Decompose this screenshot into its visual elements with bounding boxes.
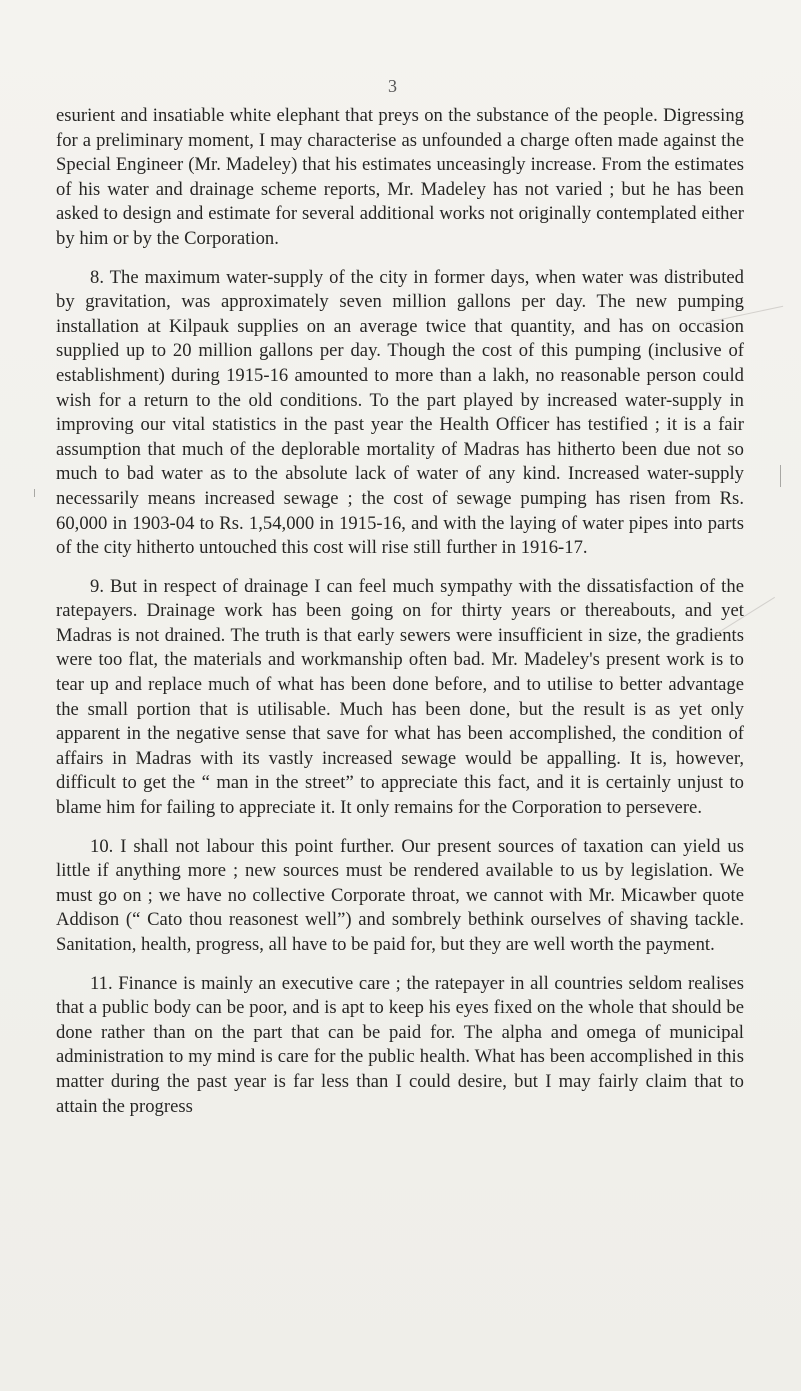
paragraph-11-finance: 11. Finance is mainly an executive care ; the ratepayer in all countries seldom realises that a public body can be poor, and is apt to keep his eyes fixed on the whole that should be done rather than on the part that can be paid for. The alpha and omega of municipal administration to my mind is care for the public health. What has been accomplished in this matter during the past year is far less than I could desire, but I may fairly claim that to attain the progress — [56, 972, 744, 1117]
page-number: 3 — [388, 76, 397, 96]
paragraph-continuation: esurient and insatiable white elephant that preys on the substance of the people. Digressing for a preliminary moment, I may characterise as unfounded a charge often made against the Special Engineer (Mr. Madeley) that his estimates unceasingly increase. From the estimates of his water and drainage scheme reports, Mr. Madeley has not varied ; but he has been asked to design and estimate for several additional works not originally contemplated either by him or by the Corporation. — [56, 105, 744, 249]
paragraph-8-water-supply: 8. The maximum water-supply of the city in former days, when water was distributed by gravitation, was approximately seven million gallons per day. The new pumping installation at Kilpauk supplies on an average twice that quantity, and has on occasion supplied up to 20 million gallons per day. Though the cost of this pumping (inclusive of establishment) during 1915-16 amounted to more than a lakh, no reasonable person could wish for a return to the old conditions. To the part played by increased water-supply in improving our vital statistics in the past year the Health Officer has testified ; it is a fair assumption that much of the deplorable mortality of Madras has hitherto been due not so much to bad water as to the absolute lack of water of any kind. Increased water-supply necessarily means increased sewage ; the cost of sewage pumping has risen from Rs. 60,000 in 1903-04 to Rs. 1,54,000 in 1915-16, and with the laying of water pipes into parts of the city hitherto untouched this cost will rise still further in 1916-17. — [56, 266, 744, 559]
paragraph-10-taxation: 10. I shall not labour this point further. Our present sources of taxation can yield us little if anything more ; new sources must be rendered available to us by legislation. We must go on ; we have no collective Corporate throat, we cannot with Mr. Micawber quote Addison (“ Cato thou reasonest well”) and sombrely bethink ourselves of shaving tackle. Sanitation, health, progress, all have to be paid for, but they are well worth the payment. — [56, 835, 744, 955]
scan-margin-tick — [780, 465, 781, 487]
paragraph-9-drainage: 9. But in respect of drainage I can feel much sympathy with the dissatisfaction of the ratepayers. Drainage work has been going on for thirty years or thereabouts, and yet Madras is not drained. The truth is that early sewers were insufficient in size, the gradients were too flat, the materials and workmanship often bad. Mr. Madeley's present work is to tear up and replace much of what has been done before, and to utilise to better advantage the small portion that is utilisable. Much has been done, but the result is as yet only apparent in the negative sense that save for what has been accomplished, the condition of affairs in Madras with its vastly increased sewage would be appalling. It is, however, difficult to get the “ man in the street” to appreciate this fact, and it is certainly unjust to blame him for failing to appreciate it. It only remains for the Corporation to persevere. — [56, 575, 744, 819]
scan-margin-tick — [34, 489, 35, 497]
document-body — [56, 104, 744, 1133]
